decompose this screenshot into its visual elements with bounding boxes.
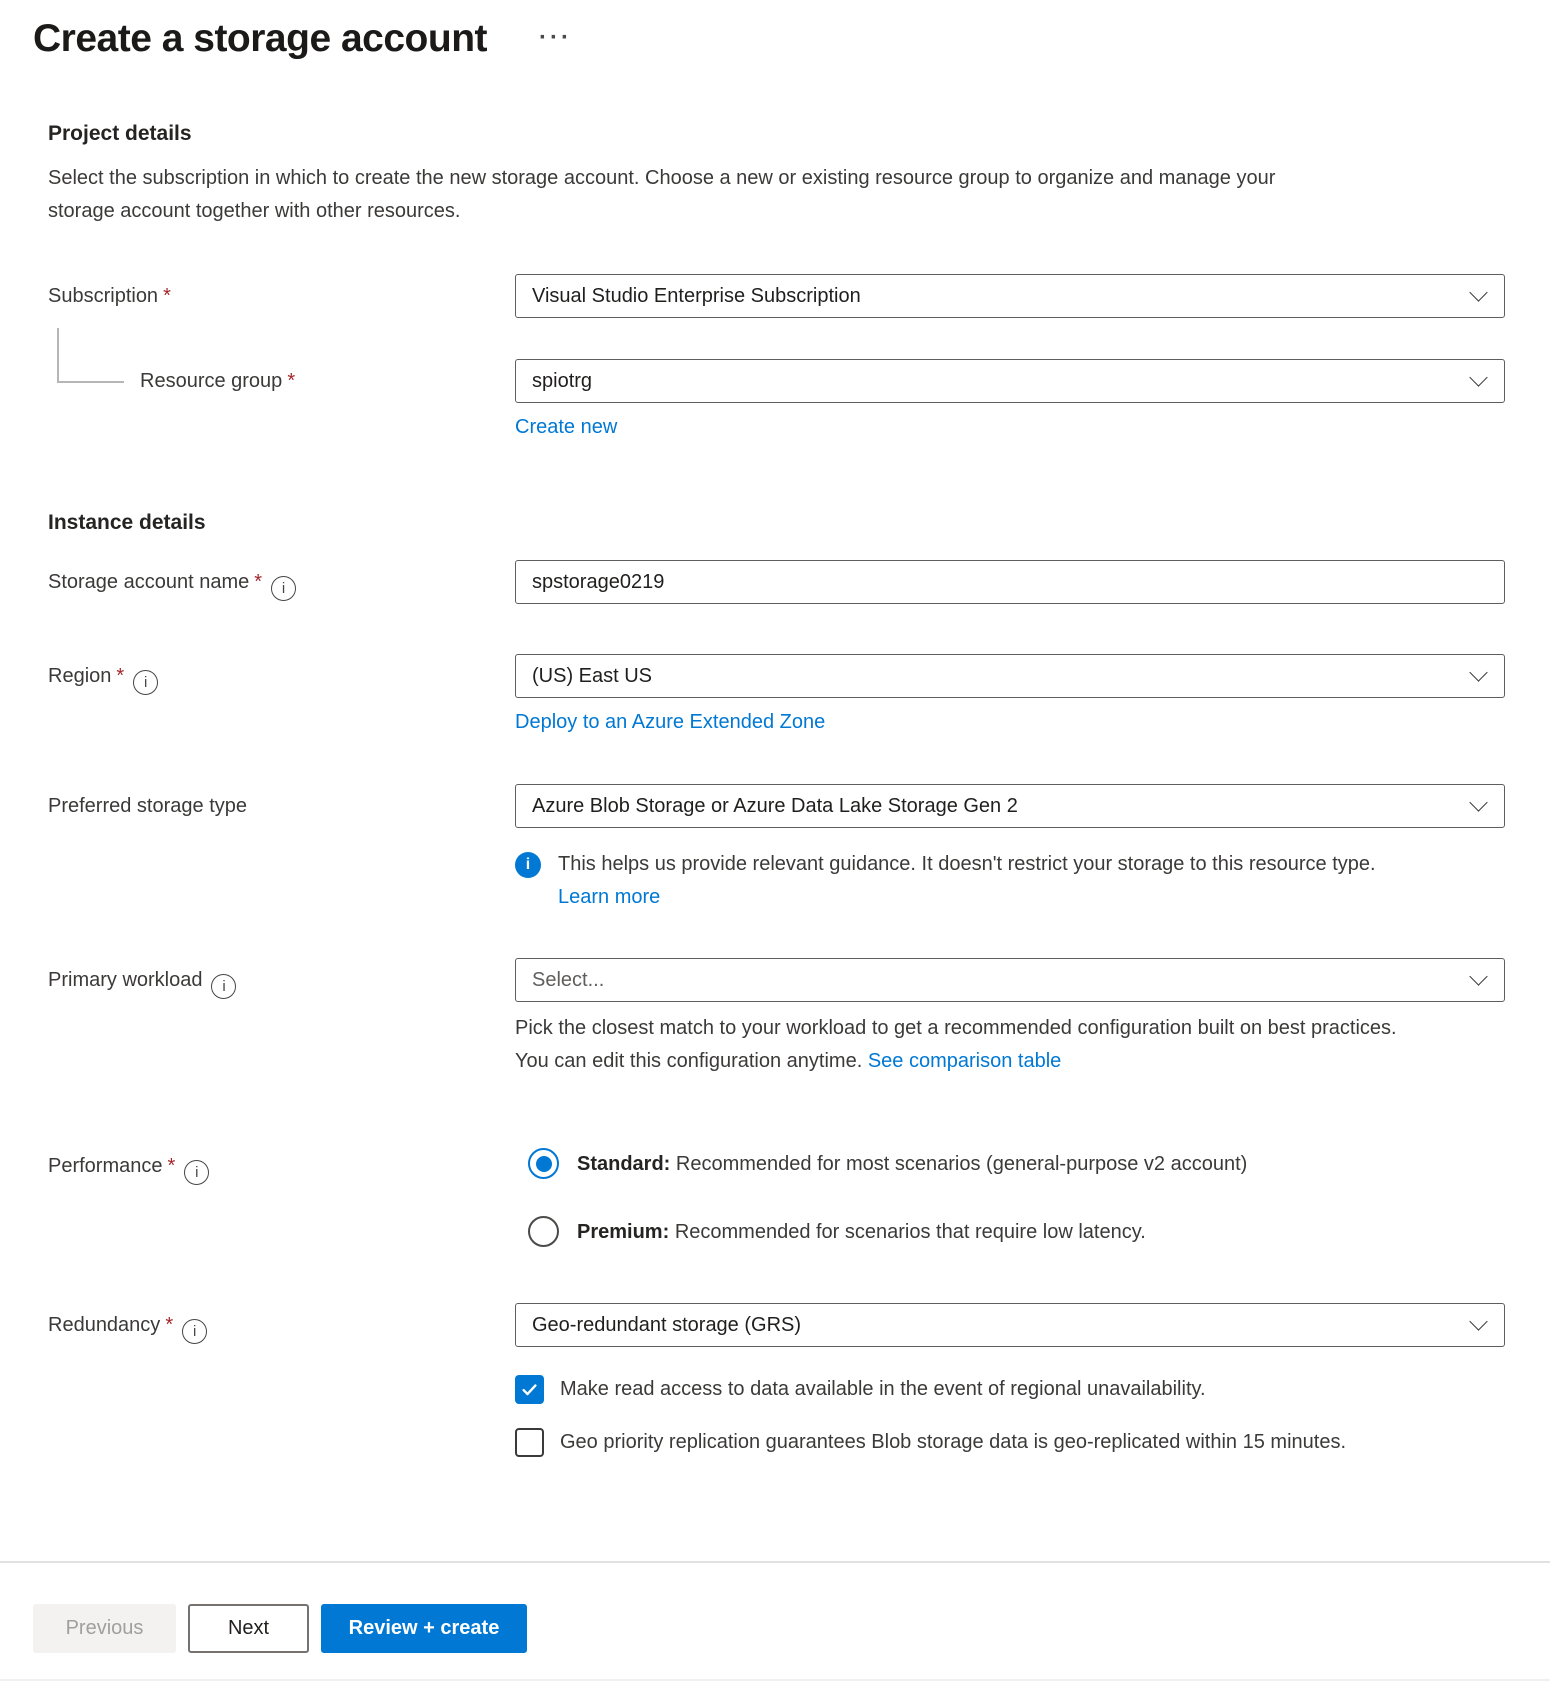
performance-row <box>48 1148 1510 1248</box>
info-icon[interactable]: i <box>184 1160 209 1185</box>
chevron-down-icon <box>1469 283 1487 301</box>
geo-priority-checkbox-row[interactable] <box>515 1426 1505 1459</box>
required-asterisk: * <box>167 1155 176 1177</box>
region-dropdown[interactable] <box>515 654 1505 698</box>
geo-priority-checkbox-label: Geo priority replication guarantees Blob storage data is geo-replicated within 15 minutes. <box>560 1431 1346 1453</box>
read-access-checkbox-label: Make read access to data available in the event of regional unavailability. <box>560 1378 1206 1400</box>
instance-details-heading: Instance details <box>48 511 206 534</box>
next-button[interactable]: Next <box>188 1604 309 1653</box>
performance-standard-text: Standard: Recommended for most scenarios (general-purpose v2 account) <box>577 1153 1248 1175</box>
preferred-storage-type-label: Preferred storage type <box>48 795 247 817</box>
primary-workload-dropdown[interactable] <box>515 958 1505 1002</box>
project-details-heading: Project details <box>48 122 192 145</box>
subscription-label: Subscription * <box>48 285 171 307</box>
learn-more-link[interactable]: Learn more <box>558 886 661 908</box>
preferred-storage-type-row <box>48 784 1510 914</box>
chevron-down-icon <box>1469 1312 1487 1330</box>
redundancy-label: Redundancy * i <box>48 1303 515 1347</box>
chevron-down-icon <box>1469 793 1487 811</box>
storage-account-name-label: Storage account name * i <box>48 560 515 604</box>
region-value: (US) East US <box>532 664 653 687</box>
guidance-note-text: This helps us provide relevant guidance. It doesn't restrict your storage to this resource type. Learn more <box>558 853 1376 908</box>
required-asterisk: * <box>163 285 171 307</box>
info-icon[interactable]: i <box>271 576 296 601</box>
chevron-down-icon <box>1469 368 1487 386</box>
performance-premium-text: Premium: Recommended for scenarios that require low latency. <box>577 1221 1146 1243</box>
read-access-checkbox-row[interactable] <box>515 1373 1505 1406</box>
performance-standard-option[interactable] <box>528 1148 1505 1180</box>
create-new-link[interactable]: Create new <box>515 416 618 438</box>
subscription-value: Visual Studio Enterprise Subscription <box>532 284 861 307</box>
radio-selected-icon[interactable] <box>528 1148 559 1179</box>
resource-group-label: Resource group * <box>48 359 515 403</box>
primary-workload-label: Primary workload i <box>48 958 515 1002</box>
performance-premium-option[interactable] <box>528 1216 1505 1248</box>
required-asterisk: * <box>254 571 263 593</box>
required-asterisk: * <box>287 370 296 392</box>
primary-workload-row <box>48 958 1510 1078</box>
tree-connector-line <box>57 328 124 383</box>
checkmark-icon <box>520 1380 539 1399</box>
required-asterisk: * <box>165 1314 174 1336</box>
resource-group-row <box>48 359 1510 439</box>
storage-account-name-input[interactable] <box>515 560 1505 604</box>
info-icon[interactable]: i <box>211 974 236 999</box>
storage-account-name-row <box>48 560 1510 604</box>
chevron-down-icon <box>1469 663 1487 681</box>
guidance-note <box>515 848 1505 914</box>
required-asterisk: * <box>116 665 125 687</box>
more-options-icon[interactable]: ··· <box>539 24 572 51</box>
checkbox-checked-icon[interactable] <box>515 1375 544 1404</box>
resource-group-dropdown[interactable] <box>515 359 1505 403</box>
region-row <box>48 654 1510 734</box>
radio-unselected-icon[interactable] <box>528 1216 559 1247</box>
page-header <box>33 16 1510 62</box>
chevron-down-icon <box>1469 967 1487 985</box>
info-icon[interactable]: i <box>133 670 158 695</box>
subscription-row <box>48 274 1510 318</box>
preferred-storage-type-value: Azure Blob Storage or Azure Data Lake Storage Gen 2 <box>532 794 1018 817</box>
project-details-description: Select the subscription in which to create the new storage account. Choose a new or existing resource group to organize and manage your storage account together with other resources. <box>48 167 1276 222</box>
page-title: Create a storage account <box>33 17 488 60</box>
resource-group-value: spiotrg <box>532 369 593 392</box>
review-create-button[interactable]: Review + create <box>321 1604 527 1653</box>
redundancy-value: Geo-redundant storage (GRS) <box>532 1313 802 1336</box>
previous-button[interactable]: Previous <box>33 1604 176 1653</box>
performance-label: Performance * i <box>48 1148 515 1185</box>
see-comparison-table-link[interactable]: See comparison table <box>867 1050 1062 1072</box>
subscription-dropdown[interactable] <box>515 274 1505 318</box>
redundancy-row <box>48 1303 1510 1459</box>
primary-workload-placeholder: Select... <box>532 968 605 991</box>
redundancy-dropdown[interactable] <box>515 1303 1505 1347</box>
primary-workload-help: Pick the closest match to your workload to get a recommended configuration built on best practices. You can edit this configuration anytime. See comparison table <box>515 1017 1397 1072</box>
deploy-extended-zone-link[interactable]: Deploy to an Azure Extended Zone <box>515 711 826 733</box>
checkbox-unchecked-icon[interactable] <box>515 1428 544 1457</box>
region-label: Region * i <box>48 654 515 698</box>
preferred-storage-type-dropdown[interactable] <box>515 784 1505 828</box>
wizard-footer <box>0 1561 1550 1681</box>
info-icon[interactable]: i <box>182 1319 207 1344</box>
info-filled-icon: i <box>515 852 541 878</box>
